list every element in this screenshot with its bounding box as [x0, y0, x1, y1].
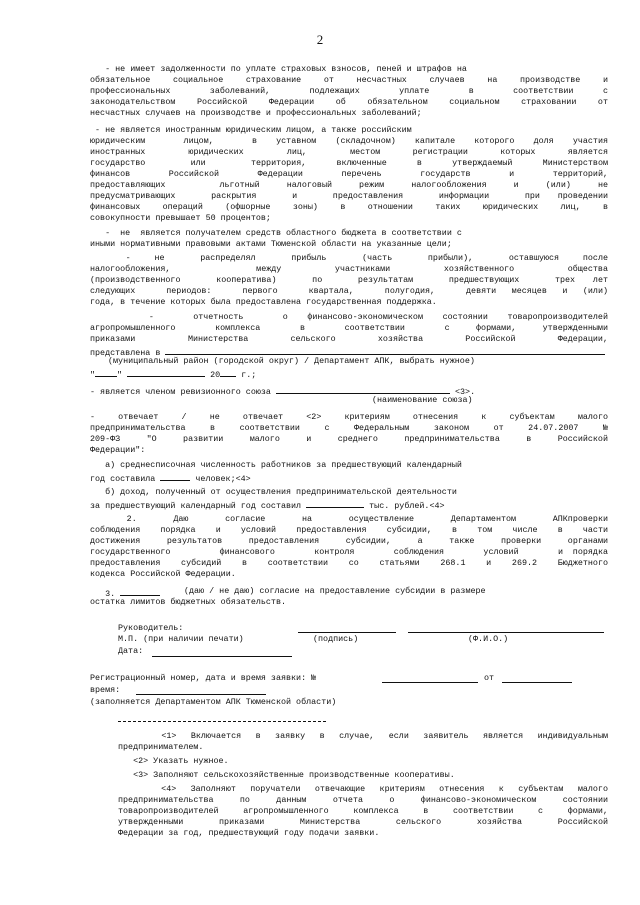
body-line	[90, 202, 608, 213]
blank-field[interactable]	[160, 471, 190, 481]
body-line-text: - не распределял прибыль (часть прибыли), оставшуюся после	[90, 253, 608, 263]
blank-field[interactable]	[306, 498, 364, 508]
body-line	[90, 460, 608, 471]
inline-text: 20	[205, 370, 221, 380]
body-line-text: - отвечает / не отвечает <2> критериям отнесения к субъектам малого	[90, 412, 608, 422]
body-line-text: законодательством Российской Федерации об обязательном социальном страховании от	[90, 97, 608, 107]
body-line	[90, 297, 608, 308]
body-line	[90, 536, 608, 547]
body-line	[90, 147, 608, 158]
body-line	[90, 180, 608, 191]
blank-field[interactable]	[95, 367, 117, 377]
body-line-text: (наименование союза)	[372, 395, 473, 405]
body-line-text: (муниципальный район (городской округ) / Департамент АПК, выбрать нужное)	[108, 356, 475, 366]
body-line-text: соблюдения порядка и условий предоставления субсидии, в том числе в части	[90, 525, 608, 535]
body-line-text: совокупности превышает 50 процентов;	[90, 213, 271, 223]
body-line	[90, 286, 608, 297]
body-line-text: представлена в	[90, 348, 161, 358]
body-line	[90, 228, 608, 239]
blank-field[interactable]	[276, 384, 450, 394]
body-line-text: достижения результатов предоставления субсидии, а также проверки органами	[90, 536, 608, 546]
body-line	[90, 64, 608, 75]
body-line-text: - не является иностранным юридическим лицом, а также российским	[90, 125, 412, 135]
body-line-text: Федерации":	[90, 445, 146, 455]
date-field[interactable]	[152, 656, 292, 657]
body-line	[90, 312, 608, 323]
body-line-text: остатка лимитов бюджетных обязательств.	[90, 597, 287, 607]
body-line	[90, 498, 608, 512]
inline-text: <3>.	[449, 387, 476, 397]
body-line	[90, 169, 608, 180]
body-line	[90, 547, 608, 558]
body-line	[90, 558, 608, 569]
body-line	[372, 395, 640, 406]
body-line-text: иностранных юридических лиц, местом регистрации которых является	[90, 147, 608, 157]
inline-text: тыс. рублей.<4>	[364, 501, 445, 511]
reg-label: Регистрационный номер, дата и время заявки: №	[90, 673, 317, 683]
body-line-text: 209-ФЗ "О развитии малого и среднего предпринимательства в Российской	[90, 434, 608, 444]
body-line-text: предпринимательства в соответствии с Федеральным законом от 24.07.2007 №	[90, 423, 608, 433]
page-number: 2	[316, 32, 324, 47]
body-line-text: приказами Министерства сельского хозяйства Российской Федерации,	[90, 334, 608, 344]
inline-text: человек;<4>	[190, 474, 251, 484]
body-line	[90, 264, 608, 275]
body-line	[90, 434, 608, 445]
reg-number-field[interactable]	[382, 682, 478, 683]
body-line	[90, 323, 608, 334]
body-line	[90, 253, 608, 264]
blank-field[interactable]	[127, 367, 205, 377]
blank-field[interactable]	[120, 586, 160, 596]
body-line	[90, 97, 608, 108]
body-line-text: (даю / не даю) согласие на предоставление субсидии в размере	[184, 586, 486, 596]
body-line	[90, 136, 608, 147]
footnote: предпринимательства по данным отчета о финансово-экономическом состоянии	[118, 795, 608, 805]
body-line	[90, 191, 608, 202]
body-line	[90, 597, 608, 608]
body-line-text: финансов Российской Федерации перечень государств и территорий,	[90, 169, 608, 179]
body-line-text: предоставления субсидий в соответствии со статьями 268.1 и 269.2 Бюджетного	[90, 558, 608, 568]
fio-line[interactable]	[408, 632, 604, 633]
body-line-text: года, в течение которых была предоставлена государственная поддержка.	[90, 297, 437, 307]
body-line-text: агропромышленного комплекса в соответствии с формами, утвержденными	[90, 323, 608, 333]
body-line	[90, 514, 608, 525]
body-line-text: а) среднесписочная численность работников за предшествующий календарный	[90, 460, 462, 470]
body-line-text: б) доход, полученный от осуществления предпринимательской деятельности	[90, 487, 457, 497]
body-line-text: предусматривающих раскрытия и предоставления информации при проведении	[90, 191, 608, 201]
body-line	[90, 125, 608, 136]
body-line-text: государство или территория, включенные в утверждаемый Министерством	[90, 158, 608, 168]
body-line-text: 2. Даю согласие на осуществление Департаментом АПКпроверки	[90, 514, 608, 524]
body-line-text: следующих периодов: первого квартала, полугодия, девяти месяцев и (или)	[90, 286, 608, 296]
signature-caption: (подпись)	[313, 634, 359, 644]
footnote: товаропроизводителей агропромышленного комплекса в соответствии с формами,	[118, 806, 608, 816]
signature-head: Руководитель:	[118, 623, 184, 633]
body-line-text: профессиональных заболеваний, подлежащих уплате в соответствии с	[90, 86, 608, 96]
body-line	[90, 445, 608, 456]
inline-text: г.;	[236, 370, 257, 380]
body-line	[90, 367, 608, 381]
footnote-separator	[118, 721, 326, 722]
body-line-text: налогообложения, между участниками хозяйственного общества	[90, 264, 608, 274]
body-line	[90, 239, 608, 250]
footnote: <2> Указать нужное.	[118, 756, 229, 766]
body-line-text: несчастных случаев на производстве и профессиональных заболеваний;	[90, 108, 422, 118]
body-line	[90, 86, 608, 97]
body-line-text: государственного финансового контроля соблюдения условий и порядка	[90, 547, 608, 557]
body-line	[184, 586, 640, 597]
body-line	[90, 471, 608, 485]
reg-time-label: время:	[90, 685, 121, 695]
body-line-text: обязательное социальное страхование от несчастных случаев на производстве и	[90, 75, 608, 85]
reg-note: (заполняется Департаментом АПК Тюменской области)	[90, 697, 337, 707]
body-line-text: финансовых операций (офшорные зоны) в отношении таких юридических лиц, в	[90, 202, 608, 212]
blank-field[interactable]	[165, 345, 605, 355]
reg-time-field[interactable]	[136, 694, 266, 695]
footnote: <1> Включается в заявку в случае, если заявитель является индивидуальным	[118, 731, 608, 741]
body-line-text: - отчетность о финансово-экономическом состоянии товаропроизводителей	[90, 312, 608, 322]
body-line-text: предоставляющих льготный налоговый режим налогообложения и (или) не	[90, 180, 608, 190]
stamp-label: М.П. (при наличии печати)	[118, 634, 244, 644]
body-line-text: за предшествующий календарный год составил	[90, 501, 302, 511]
body-line-text: юридическим лицом, в уставном (складочном) капитале которого доля участия	[90, 136, 608, 146]
footnote: утвержденными приказами Министерства сельского хозяйства Российской	[118, 817, 608, 827]
signature-line[interactable]	[298, 632, 396, 633]
fio-caption: (Ф.И.О.)	[468, 634, 509, 644]
inline-text: "	[117, 370, 128, 380]
body-line	[90, 412, 608, 423]
body-line	[90, 75, 608, 86]
footnote: <4> Заполняют поручатели отвечающие критериям отнесения к субъектам малого	[118, 784, 608, 794]
date-label: Дата:	[118, 646, 144, 656]
body-line	[90, 525, 608, 536]
body-line-text: - является членом ревизионного союза	[90, 387, 271, 397]
body-line-text: - не является получателем средств областного бюджета в соответствии с	[90, 228, 462, 238]
body-line	[90, 213, 608, 224]
footnote: Федерации за год, предшествующий году подачи заявки.	[118, 828, 380, 838]
reg-date-field[interactable]	[502, 682, 572, 683]
body-line	[108, 356, 626, 367]
body-line	[90, 423, 608, 434]
reg-from-label: от	[484, 673, 495, 683]
body-line-text: кодекса Российской Федерации.	[90, 569, 236, 579]
footnote: предпринимателем.	[118, 742, 204, 752]
body-line-text: год составила	[90, 474, 156, 484]
body-line-text: иными нормативными правовыми актами Тюменской области на указанные цели;	[90, 239, 452, 249]
body-line	[90, 487, 608, 498]
body-line-text: - не имеет задолженности по уплате страховых взносов, пеней и штрафов на	[90, 64, 467, 74]
body-line-text: "	[90, 370, 96, 380]
body-line	[90, 108, 608, 119]
body-line	[90, 275, 608, 286]
blank-field[interactable]	[220, 367, 236, 377]
body-line	[90, 334, 608, 345]
body-line	[90, 569, 608, 580]
footnote: <3> Заполняют сельскохозяйственные производственные кооперативы.	[118, 770, 455, 780]
body-line-text: (производственного кооператива) по результатам предшествующих трех лет	[90, 275, 608, 285]
body-line-text: 3.	[90, 589, 116, 599]
body-line	[90, 158, 608, 169]
